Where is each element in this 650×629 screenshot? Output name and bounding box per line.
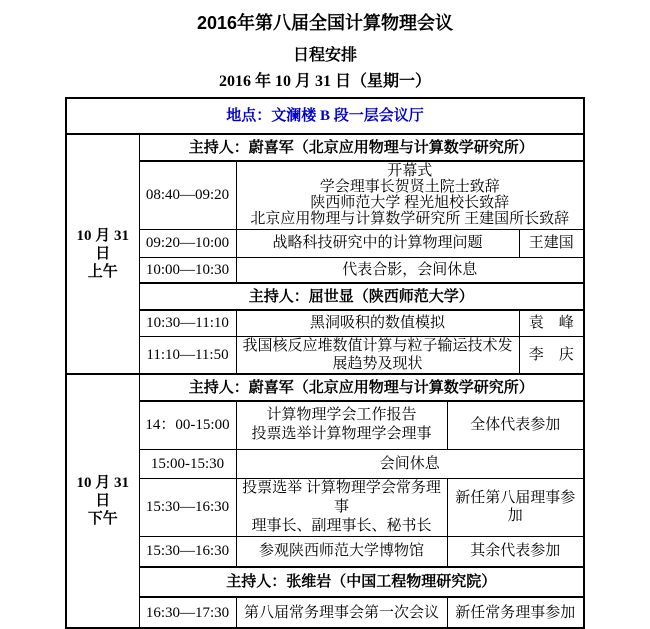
cell-time: 10:30—11:10 [139, 310, 236, 336]
cell-time: 16:30—17:30 [139, 597, 236, 628]
talk-row [66, 336, 584, 374]
cell-time: 15:30—16:30 [139, 536, 236, 567]
host-cell: 主持人：屈世显（陕西师范大学） [139, 283, 584, 310]
schedule-table [65, 97, 585, 629]
topic-line: 陕西师范大学 程光旭校长致辞 [310, 195, 510, 212]
conference-title: 2016年第八届全国计算物理会议 [196, 13, 454, 33]
agenda-row [66, 536, 584, 567]
agenda-row [66, 478, 584, 536]
session-period-text: 上午 [87, 264, 118, 280]
topic-line: 理事长、副理事长、秘书长 [251, 517, 432, 534]
location-banner: 地点：文澜楼 B 段一层会议厅 [66, 98, 584, 134]
cell-participants: 新任常务理事参加 [447, 597, 584, 628]
topic-line: 计算物理学会工作报告 [266, 407, 417, 424]
cell-time: 11:10—11:50 [139, 336, 236, 374]
session-afternoon-label [66, 374, 139, 628]
cell-time: 14：00-15:00 [139, 401, 236, 449]
session-morning-label [66, 134, 139, 374]
location-row [66, 98, 584, 134]
session-date-text: 10 月 31 日 [76, 475, 129, 509]
cell-time: 10:00—10:30 [139, 257, 236, 283]
topic-line: 学会理事长贺贤土院士致辞 [319, 179, 500, 196]
schedule-subtitle: 日程安排 [292, 47, 357, 64]
cell-topic: 黑洞吸积的数值模拟 [236, 310, 519, 336]
afternoon-host-row-1 [66, 374, 584, 401]
cell-topic: 会间休息 [236, 449, 584, 478]
morning-host-row-2 [66, 283, 584, 310]
break-row [66, 257, 584, 283]
topic-line: 开幕式 [387, 163, 433, 180]
session-date-text: 10 月 31 日 [76, 228, 129, 262]
cell-time: 15:30—16:30 [139, 478, 236, 536]
cell-time: 09:20—10:00 [139, 229, 236, 257]
cell-topic: 参观陕西师范大学博物馆 [236, 536, 447, 567]
cell-speaker: 王建国 [519, 229, 584, 257]
cell-participants: 新任第八届理事参加 [447, 478, 584, 536]
session-period-text: 下午 [87, 511, 118, 527]
cell-topic: 战略科技研究中的计算物理问题 [236, 229, 519, 257]
cell-topic: 第八届常务理事会第一次会议 [236, 597, 447, 628]
topic-line: 投票选举计算物理学会理事 [251, 426, 432, 443]
topic-line: 投票选举 计算物理学会常务理事 [242, 479, 441, 515]
host-cell: 主持人：张维岩（中国工程物理研究院） [139, 567, 584, 597]
host-cell: 主持人：蔚喜军（北京应用物理与计算数学研究所） [139, 374, 584, 401]
host-cell: 主持人：蔚喜军（北京应用物理与计算数学研究所） [139, 134, 584, 161]
agenda-row [66, 401, 584, 449]
document-header [0, 0, 650, 91]
cell-topic [236, 478, 447, 536]
cell-topic [236, 161, 584, 229]
morning-host-row-1 [66, 134, 584, 161]
topic-line: 北京应用物理与计算数学研究所 王建国所长致辞 [250, 211, 570, 228]
cell-topic [236, 401, 447, 449]
cell-participants: 其余代表参加 [447, 536, 584, 567]
break-row [66, 449, 584, 478]
cell-speaker: 李 庆 [519, 336, 584, 374]
cell-topic: 代表合影，会间休息 [236, 257, 584, 283]
cell-participants: 全体代表参加 [447, 401, 584, 449]
opening-ceremony-row [66, 161, 584, 229]
cell-time: 15:00-15:30 [139, 449, 236, 478]
agenda-row [66, 597, 584, 628]
afternoon-host-row-2 [66, 567, 584, 597]
cell-topic: 我国核反应堆数值计算与粒子输运技术发展趋势及现状 [236, 336, 519, 374]
schedule-date: 2016 年 10 月 31 日（星期一） [218, 73, 431, 90]
cell-speaker: 袁 峰 [519, 310, 584, 336]
cell-time: 08:40—09:20 [139, 161, 236, 229]
talk-row [66, 229, 584, 257]
talk-row [66, 310, 584, 336]
